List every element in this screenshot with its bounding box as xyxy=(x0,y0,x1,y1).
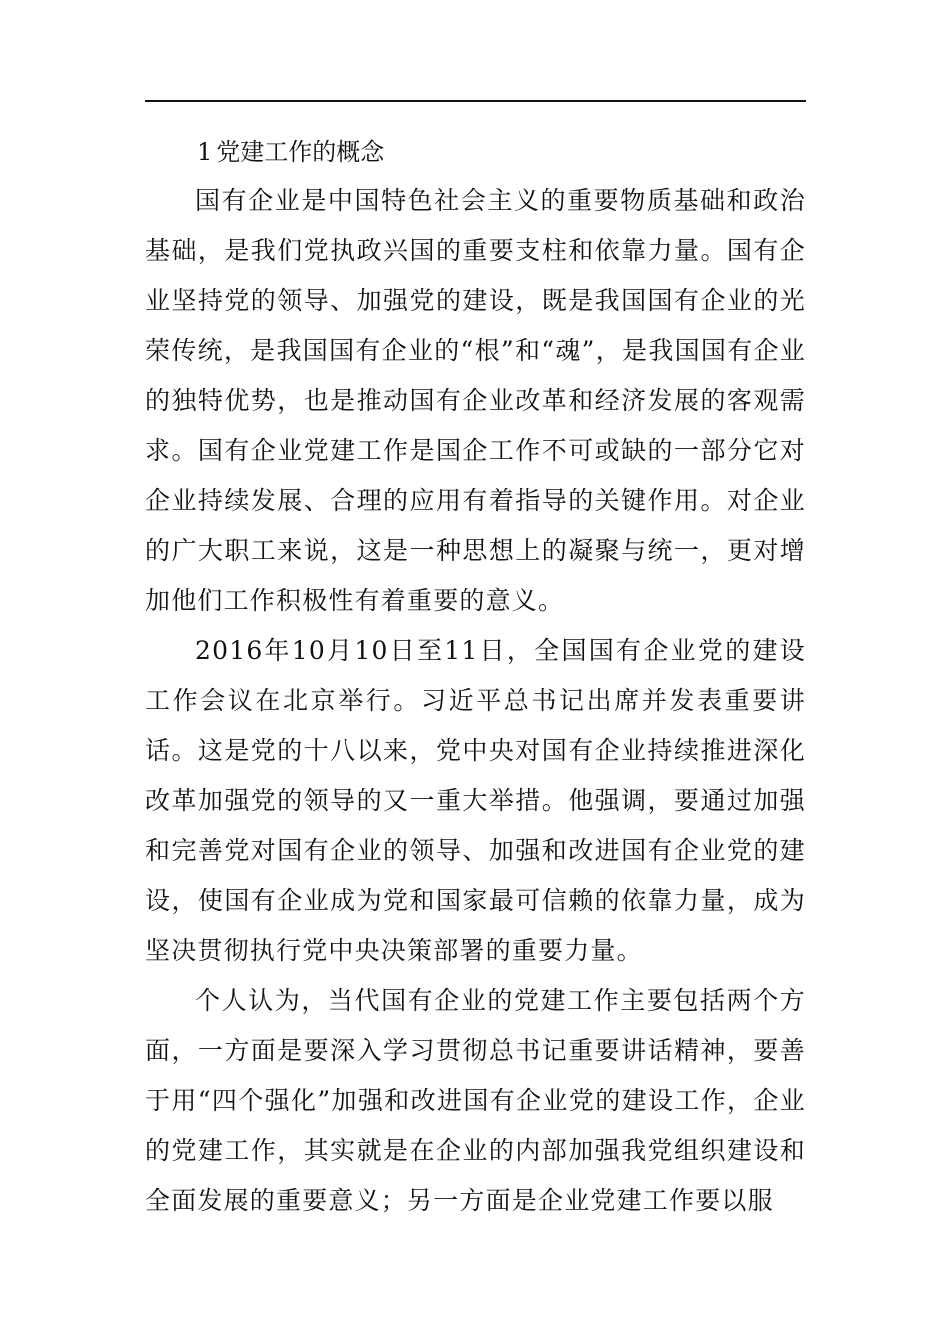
header-rule xyxy=(145,100,806,102)
document-body xyxy=(145,128,806,1226)
paragraph-2016-conference: 2016年10月10日至11日，全国国有企业党的建设工作会议在北京举行。习近平总书记出席并发表重要讲话。这是党的十八以来，党中央对国有企业持续推进深化改革加强党的领导的又一重大举措。他强调，要通过加强和完善党对国有企业的领导、加强和改进国有企业党的建设，使国有企业成为党和国家最可信赖的依靠力量，成为坚决贯彻执行党中央决策部署的重要力量。 xyxy=(145,636,806,965)
section-title: 党建工作的概念 xyxy=(216,138,385,166)
section-heading xyxy=(145,128,806,176)
paragraph-soe-importance: 国有企业是中国特色社会主义的重要物质基础和政治基础，是我们党执政兴国的重要支柱和依靠力量。国有企业坚持党的领导、加强党的建设，既是我国国有企业的光荣传统，是我国国有企业的“根”和“魂”，是我国国有企业的独特优势，也是推动国有企业改革和经济发展的客观需求。国有企业党建工作是国企工作不可或缺的一部分它对企业持续发展、合理的应用有着指导的关键作用。对企业的广大职工来说，这是一种思想上的凝聚与统一，更对增加他们工作积极性有着重要的意义。 xyxy=(145,186,806,615)
paragraph-personal-view: 个人认为，当代国有企业的党建工作主要包括两个方面，一方面是要深入学习贯彻总书记重要讲话精神，要善于用“四个强化”加强和改进国有企业党的建设工作，企业的党建工作，其实就是在企业的内部加强我党组织建设和全面发展的重要意义；另一方面是企业党建工作要以服 xyxy=(145,986,806,1215)
section-number: 1 xyxy=(197,138,213,166)
